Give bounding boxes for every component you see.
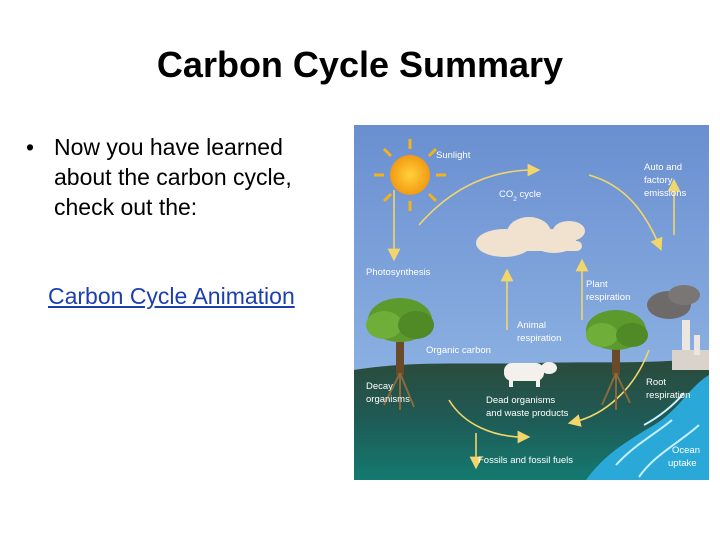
- label-ocean-uptake-2: uptake: [668, 458, 697, 469]
- label-decay-organisms-1: Decay: [366, 381, 393, 392]
- label-organic-carbon: Organic carbon: [426, 345, 491, 356]
- label-co2-cycle: $CO_2$ cycle: [499, 189, 542, 203]
- bullet-marker: •: [26, 134, 35, 160]
- carbon-cycle-diagram: [354, 125, 709, 480]
- label-ocean-uptake-1: Ocean: [672, 445, 700, 456]
- label-sunlight: Sunlight: [436, 150, 471, 161]
- label-root-respiration-2: respiration: [646, 390, 691, 401]
- label-fossils: Fossils and fossil fuels: [478, 455, 574, 466]
- label-auto-emissions-2: factory: [644, 175, 673, 186]
- bullet-text-block: [26, 132, 346, 222]
- label-dead-organisms-2: and waste products: [486, 408, 569, 419]
- bullet-text: Now you have learned about the carbon cycle, check out the:: [54, 134, 292, 220]
- label-animal-respiration-1: Animal: [517, 320, 547, 331]
- label-decay-organisms-2: organisms: [366, 394, 410, 405]
- label-dead-organisms-1: Dead organisms: [486, 395, 556, 406]
- label-auto-emissions-3: emissions: [644, 188, 687, 199]
- label-plant-respiration-1: Plant: [586, 279, 608, 290]
- carbon-cycle-diagram-svg: [354, 125, 709, 480]
- label-root-respiration-1: Root: [646, 377, 667, 388]
- label-photosynthesis: Photosynthesis: [366, 267, 431, 278]
- bullet-item: [26, 132, 346, 222]
- label-animal-respiration-2: respiration: [517, 333, 562, 344]
- label-auto-emissions-1: Auto and: [644, 162, 683, 173]
- slide-title: Carbon Cycle Summary: [156, 44, 564, 85]
- carbon-cycle-animation-link[interactable]: Carbon Cycle Animation: [48, 283, 295, 309]
- label-plant-respiration-2: respiration: [586, 292, 631, 303]
